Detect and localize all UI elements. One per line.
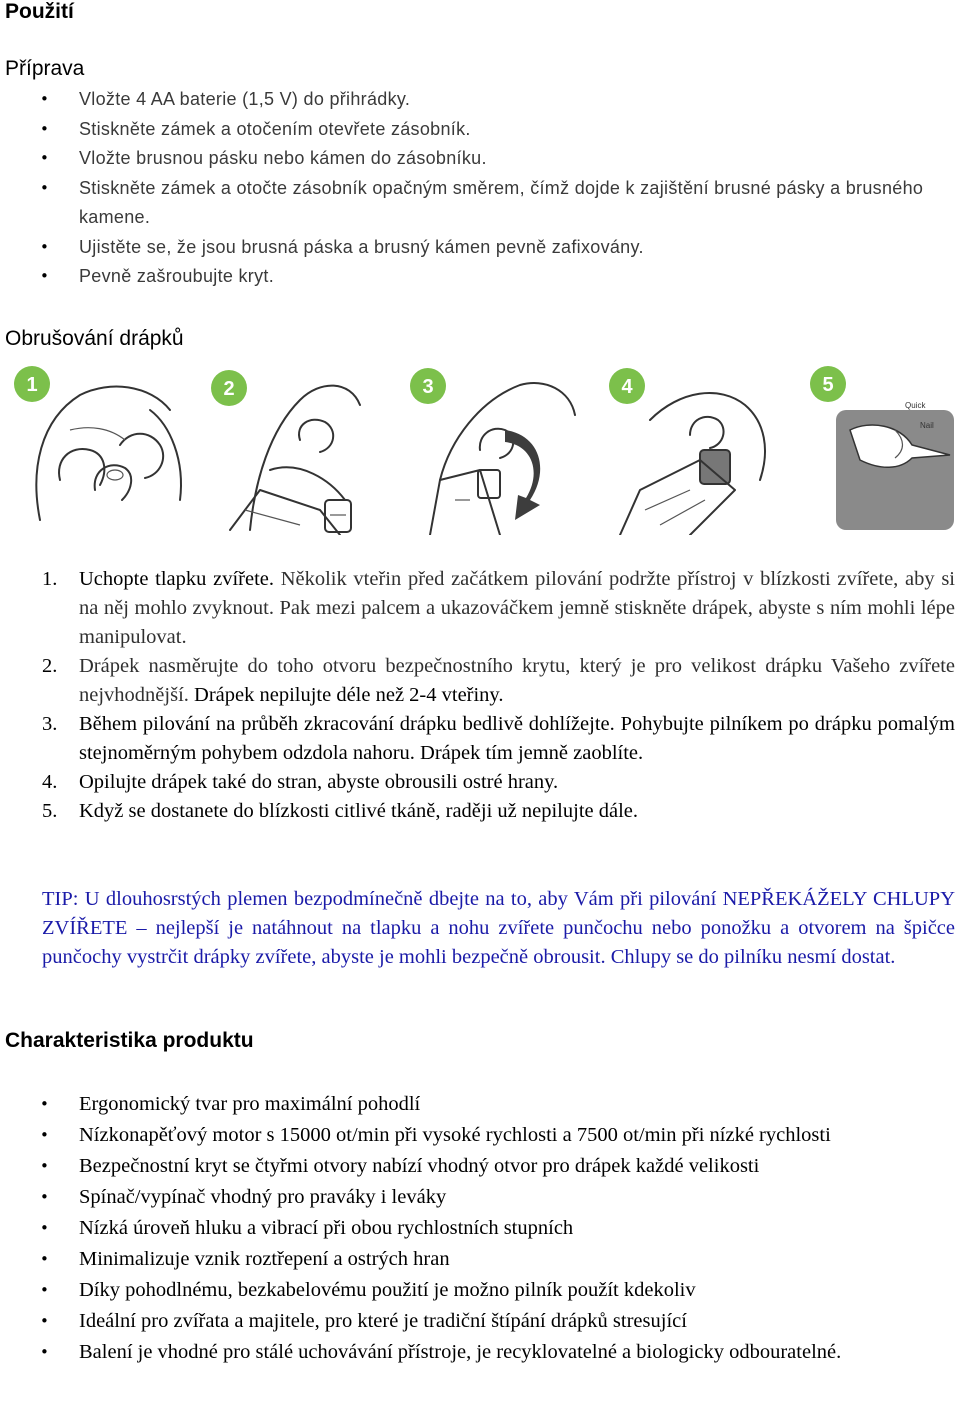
step-text: Drápek nasměrujte do toho otvoru bezpečnostního krytu, který je pro velikost drápku Vašeho zvířete nejvhodnější. [79,655,955,706]
quick-callout: Quick [905,401,926,410]
step-item [0,710,960,768]
list-item: • Spínač/vypínač vhodný pro praváky i leváky [0,1183,960,1212]
step-number: 3. [42,713,58,735]
list-item: • Bezpečnostní kryt se čtyřmi otvory nabízí vhodný otvor pro drápek každé velikosti [0,1152,960,1181]
list-item: • Nízká úroveň hluku a vibrací při obou rychlostních stupních [0,1214,960,1243]
list-item: • Stiskněte zámek a otočením otevřete zásobník. [0,115,960,145]
list-item: • Ergonomický tvar pro maximální pohodlí [0,1090,960,1119]
section-heading-grinding: Obrušování drápků [5,327,184,350]
list-item: • Vložte 4 AA baterie (1,5 V) do přihrádky. [0,85,960,115]
tip-paragraph: TIP: U dlouhosrstých plemen bezpodmínečně dbejte na to, aby Vám při pilování NEPŘEKÁŽELY CHLUPY ZVÍŘETE – nejlepší je natáhnout na tlapku a nohu zvířete punčochu nebo ponožku a otvorem na špičce punčochy vystrčit drápky zvířete, abyste je mohli bezpečně obrousit. Chlupy se do pilníku nesmí dostat. [42,888,955,968]
section-heading-characteristics: Charakteristika produktu [5,1029,254,1052]
list-item: • Minimalizuje vznik roztřepení a ostrých hran [0,1245,960,1274]
step-number: 4. [42,771,58,793]
step-4-number: 4 [621,376,633,398]
step-item [0,652,960,710]
step-text: Několik vteřin před začátkem pilování podržte přístroj v blízkosti zvířete, aby si na něj mohlo zvyknout. [79,568,955,619]
list-item: • Pevně zašroubujte kryt. [0,262,960,292]
step-text: Pohybujte pilníkem po drápku pomalým stejnoměrným pohybem odzdola nahoru. Drápek tím jemně zaoblíte. [79,713,955,764]
preparation-list [0,85,960,292]
step-5-number: 5 [822,374,834,396]
list-item: • Ujistěte se, že jsou brusná páska a brusný kámen pevně zafixovány. [0,233,960,263]
grinding-steps-list [0,565,960,826]
section-heading-preparation: Příprava [5,57,85,80]
list-item: • Ideální pro zvířata a majitele, pro které je tradiční štípání drápků stresující [0,1307,960,1336]
step-number: 2. [42,655,58,677]
step-text: Když se dostanete do blízkosti citlivé tkáně, raději už nepilujte dále. [79,800,639,822]
list-item: • Vložte brusnou pásku nebo kámen do zásobníku. [0,144,960,174]
list-item: • Balení je vhodné pro stálé uchovávání přístroje, je recyklovatelné a biologicky odbouratelné. [0,1338,960,1367]
step-text: Během pilování na průběh zkracování drápku bedlivě dohlížejte. [79,713,615,735]
step-text: Pak mezi palcem a ukazováčkem jemně stiskněte drápek, abyste s ním mohli lépe manipulovat. [79,597,955,648]
step-5-illustration [836,401,954,530]
characteristics-list [0,1090,960,1369]
step-3-illustration [430,383,575,535]
list-item: • Díky pohodlnému, bezkabelovému použití je možno pilník použít kdekoliv [0,1276,960,1305]
step-3-number: 3 [422,376,434,398]
step-item [0,768,960,797]
step-text: Opilujte drápek také do stran, abyste obrousili ostré hrany. [79,771,559,793]
step-item [0,565,960,652]
step-1-number: 1 [26,374,38,396]
list-item: • Nízkonapěťový motor s 15000 ot/min při vysoké rychlosti a 7500 ot/min při nízké rychlosti [0,1121,960,1150]
nail-callout: Nail [920,421,934,430]
step-4-illustration [620,393,765,535]
list-item: • Stiskněte zámek a otočte zásobník opačným směrem, čímž dojde k zajištění brusné pásky a brusného kamene. [0,174,960,233]
step-text: Drápek nepilujte déle než 2-4 vteřiny. [188,684,504,706]
step-2-illustration [230,386,360,535]
step-number: 5. [42,800,58,822]
step-2-number: 2 [223,378,235,400]
step-item [0,797,960,826]
step-text: Uchopte tlapku zvířete. [79,568,274,590]
page-title: Použití [5,0,74,23]
step-number: 1. [42,568,58,590]
step-1-illustration [36,387,181,520]
grinding-steps-illustration [0,350,960,535]
